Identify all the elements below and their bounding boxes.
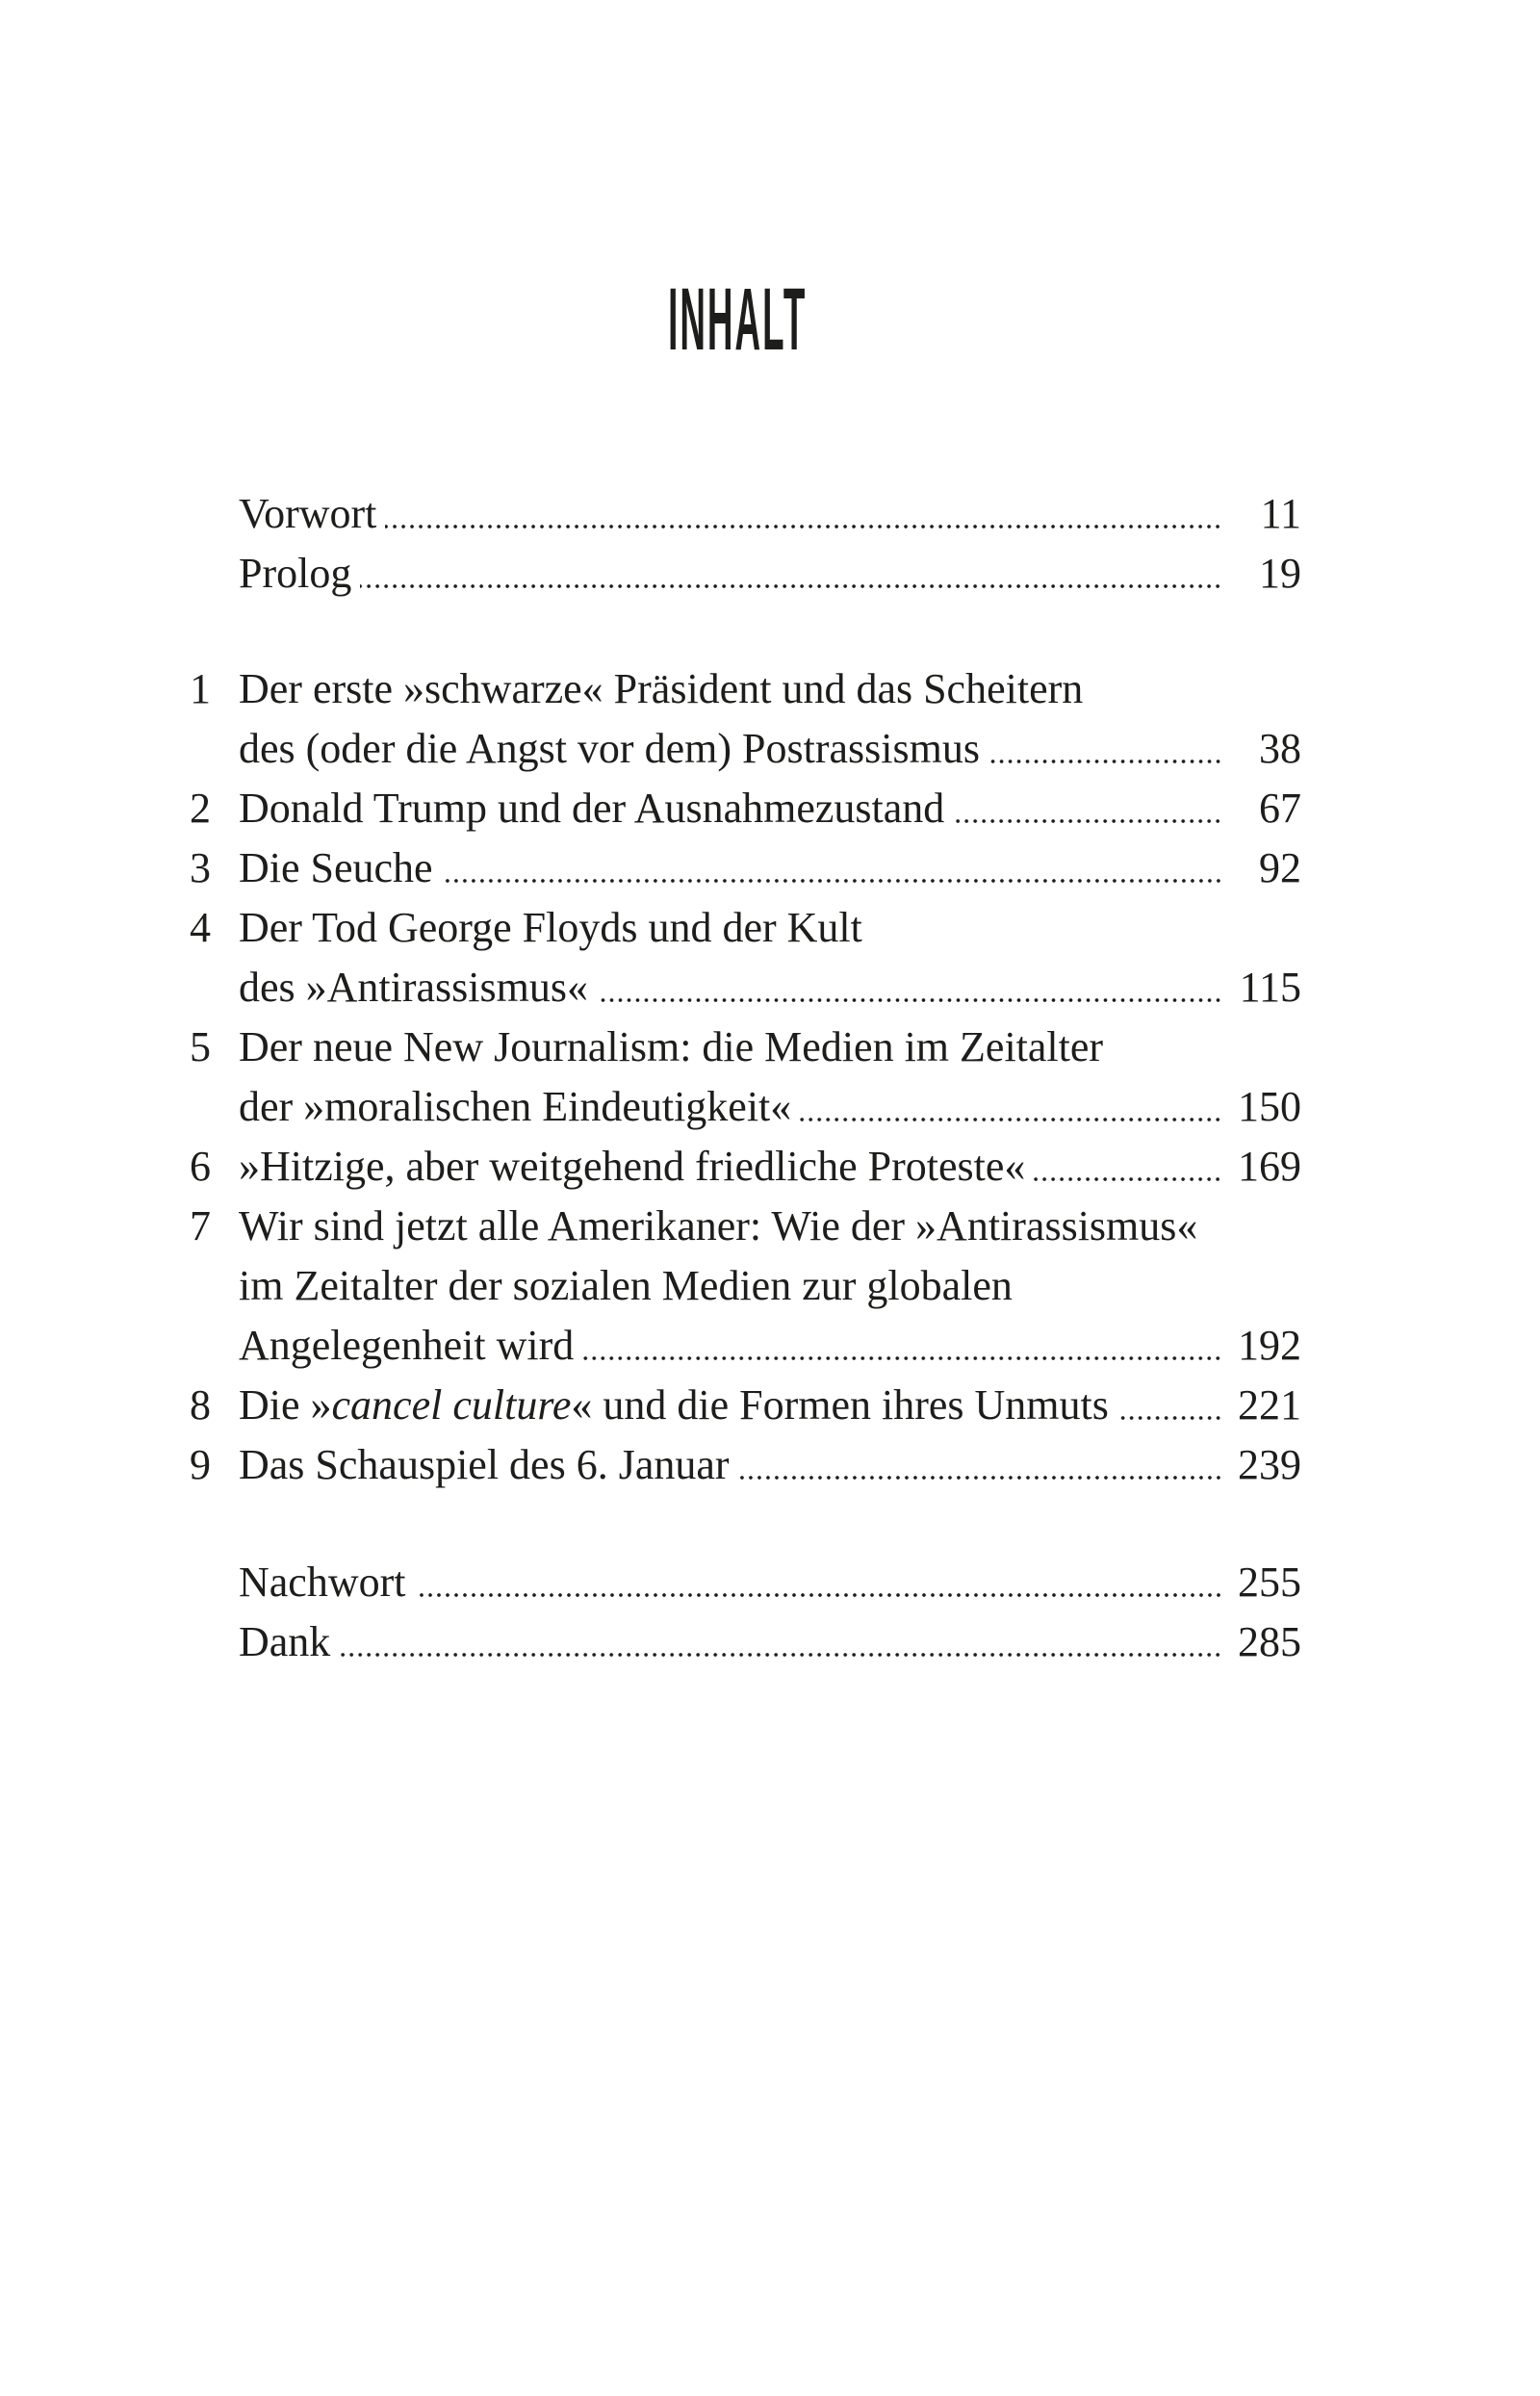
dot-leader [442,838,1222,898]
table-of-contents [190,484,1301,1672]
page-number: 19 [1259,550,1301,597]
toc-entry-line [190,1197,1301,1256]
entry-title-text: »Hitzige, aber weitgehend friedliche Proteste« [239,1143,1026,1190]
entry-title [239,1612,330,1672]
chapter-number: 8 [190,1381,211,1429]
toc-entry [190,779,1301,838]
entry-title-text: Angelegenheit wird [239,1322,575,1369]
page-number: 192 [1238,1322,1301,1369]
dot-leader [339,1612,1222,1672]
entry-title [239,898,862,958]
dot-leader [385,484,1222,544]
toc-entry-line [190,1376,1301,1435]
entry-title [239,1137,1025,1197]
chapter-number: 6 [190,1143,211,1190]
entry-title-text: Das Schauspiel des 6. Januar [239,1441,730,1488]
toc-group-front [190,484,1301,604]
dot-leader [360,544,1222,604]
page-number: 115 [1239,964,1301,1011]
entry-title [239,1376,1109,1435]
entry-title [239,779,944,838]
toc-entry-line [190,1077,1301,1137]
entry-title [239,719,980,779]
entry-title [239,958,588,1018]
entry-title-text: Dank [239,1618,331,1665]
toc-entry [190,544,1301,604]
chapter-number: 4 [190,904,211,951]
toc-entry-line [190,659,1301,719]
entry-title-text: Die Seuche [239,844,433,891]
toc-entry [190,1137,1301,1197]
page-number: 38 [1259,725,1301,772]
toc-entry-line [190,1553,1301,1612]
entry-title [239,544,351,604]
dot-leader [738,1435,1222,1495]
toc-entry [190,1435,1301,1495]
entry-title-text: Wir sind jetzt alle Amerikaner: Wie der »Antirassismus« [239,1202,1198,1250]
toc-entry-line [190,484,1301,544]
entry-title-text: Die » [239,1381,332,1429]
toc-entry-line [190,1612,1301,1672]
entry-title [239,1077,791,1137]
toc-group-back [190,1553,1301,1672]
dot-leader [582,1316,1222,1376]
page-number: 255 [1238,1559,1301,1606]
entry-title-text: Der Tod George Floyds und der Kult [239,904,862,951]
page-number: 150 [1238,1083,1301,1130]
entry-title-text: Der erste »schwarze« Präsident und das Scheitern [239,665,1084,712]
toc-entry [190,898,1301,1018]
toc-entry [190,659,1301,779]
entry-title-text: Donald Trump und der Ausnahmezustand [239,785,945,832]
toc-entry-line [190,719,1301,779]
entry-title-text: Nachwort [239,1559,406,1606]
page-number: 239 [1238,1441,1301,1488]
page-number: 285 [1238,1618,1301,1665]
dot-leader [988,719,1222,779]
toc-entry [190,484,1301,544]
entry-title-text: « und die Formen ihres Unmuts [571,1381,1109,1429]
toc-entry-line [190,1137,1301,1197]
chapter-number: 2 [190,785,211,832]
entry-title [239,838,433,898]
page-number: 169 [1238,1143,1301,1190]
page-number: 67 [1259,785,1301,832]
toc-entry-line [190,898,1301,958]
entry-title-text: Der neue New Journalism: die Medien im Zeitalter [239,1023,1104,1070]
page-number: 221 [1238,1381,1301,1429]
toc-entry-line [190,1018,1301,1077]
page-title-row [0,271,1540,369]
entry-title-text: des »Antirassismus« [239,964,588,1011]
toc-entry-line [190,1256,1301,1316]
toc-entry-line [190,1316,1301,1376]
entry-title [239,1197,1197,1256]
toc-entry-line [190,1435,1301,1495]
toc-entry [190,838,1301,898]
toc-group-chapters [190,659,1301,1495]
toc-entry [190,1197,1301,1376]
toc-entry-line [190,779,1301,838]
toc-entry [190,1612,1301,1672]
entry-title [239,1256,1013,1316]
entry-title [239,484,376,544]
toc-entry [190,1376,1301,1435]
entry-title-text: Prolog [239,550,352,597]
entry-title-text: Vorwort [239,490,377,537]
dot-leader [953,779,1222,838]
toc-entry-line [190,958,1301,1018]
dot-leader [1034,1137,1222,1197]
entry-title-text: des (oder die Angst vor dem) Postrassismus [239,725,980,772]
entry-title-text: der »moralischen Eindeutigkeit« [239,1083,792,1130]
toc-entry-line [190,544,1301,604]
dot-leader [597,958,1222,1018]
page-number: 92 [1259,844,1301,891]
chapter-number: 5 [190,1023,211,1070]
entry-title-text: cancel culture [331,1381,572,1429]
toc-entry [190,1553,1301,1612]
toc-entry-line [190,838,1301,898]
entry-title [239,659,1083,719]
entry-title [239,1316,574,1376]
dot-leader [1117,1376,1222,1435]
chapter-number: 1 [190,665,211,712]
page-number: 11 [1260,490,1301,537]
toc-entry [190,1018,1301,1137]
dot-leader [800,1077,1222,1137]
entry-title [239,1018,1103,1077]
entry-title [239,1435,730,1495]
chapter-number: 3 [190,844,211,891]
dot-leader [415,1553,1223,1612]
chapter-number: 9 [190,1441,211,1488]
entry-title-text: im Zeitalter der sozialen Medien zur globalen [239,1262,1013,1309]
page-title: INHALT [667,271,808,369]
entry-title [239,1553,406,1612]
chapter-number: 7 [190,1202,211,1250]
